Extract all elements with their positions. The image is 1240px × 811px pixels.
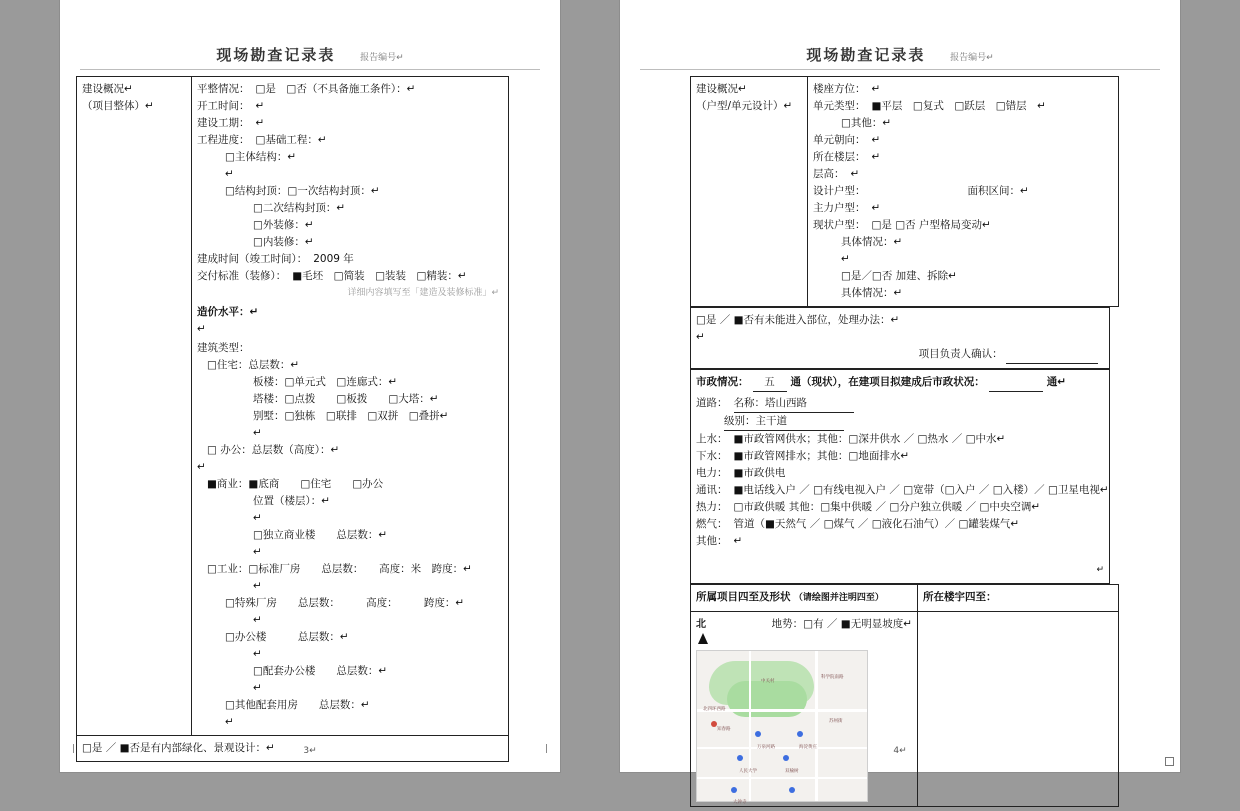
completion-value: 2009 年: [313, 253, 354, 265]
field-duration: [197, 115, 503, 132]
north-label: 北: [696, 619, 706, 630]
municipal-count-1: 五: [753, 374, 787, 392]
municipal-head-suffix: 通↵: [1046, 376, 1067, 388]
field-unit-type: [813, 98, 1113, 115]
left-col1-line2: （项目整体）↵: [82, 100, 154, 112]
map-label-9: 大钟寺: [733, 800, 747, 805]
table-row: [691, 585, 1119, 612]
industrial-other-blank: ↵: [225, 716, 234, 728]
map-label-1: 科学院南路: [821, 675, 844, 680]
page-right: [620, 0, 1180, 805]
field-start-date: [197, 98, 503, 115]
map-pin-poi-2: [755, 731, 761, 737]
road-label: 道路：: [696, 397, 728, 409]
progress-exterior: □外装修：↵: [253, 219, 314, 231]
map-label-0: 中关村: [761, 679, 775, 684]
duration-label: 建设工期：: [197, 117, 250, 129]
report-code-label: 报告编号↵: [360, 53, 404, 63]
map-road-vertical-2: [815, 651, 818, 801]
map-label-6: 海淀黄庄: [799, 745, 817, 750]
field-telecom: [696, 482, 1109, 499]
field-road: [696, 392, 1104, 413]
addition-demolition: □是／□否 加建、拆除↵: [841, 270, 957, 282]
field-heating: [696, 499, 1104, 516]
field-other-municipal: [696, 533, 1104, 550]
type-tower: 塔楼：□点拨 □板拨 □大塔：↵: [253, 393, 439, 405]
floor-height-value: ↵: [850, 168, 860, 180]
main-unit-value: ↵: [871, 202, 881, 214]
cost-level-value: ↵: [197, 323, 206, 335]
progress-cap-second: □二次结构封顶：↵: [253, 202, 346, 214]
manager-confirm-row: [696, 346, 1104, 364]
commercial-blank: ↵: [253, 512, 262, 524]
north-arrow-wrap: [696, 633, 912, 650]
field-flatten: [197, 81, 503, 98]
floor-value: ↵: [871, 151, 881, 163]
addition-demolition-detail: 具体情况：↵: [841, 287, 903, 299]
right-block1-table: [690, 76, 1119, 307]
access-blank: ↵: [696, 331, 705, 343]
type-office: □ 办公：总层数（高度）：↵: [207, 444, 340, 456]
doc-title-text: 现场勘查记录表: [216, 46, 336, 64]
telecom-label: 通讯：: [696, 484, 728, 496]
type-slab: 板楼：□单元式 □连廊式：↵: [253, 376, 398, 388]
left-col2-cell: [192, 77, 509, 736]
municipal-head-mid: 通（现状），在建项目拟建成后市政状况：: [790, 376, 985, 388]
right-col1-line2: （户型/单元设计）↵: [696, 100, 793, 112]
page-left: [60, 0, 560, 772]
start-date-label: 开工时间：: [197, 100, 250, 112]
industrial-special: □特殊厂房 总层数： 高度： 跨度：↵: [225, 597, 465, 609]
right-col1-line1: 建设概况↵: [696, 83, 747, 95]
page-corner-marker: [1165, 757, 1174, 766]
field-floor-height: [813, 166, 1113, 183]
unit-orientation-value: ↵: [871, 134, 881, 146]
field-orientation-pos: [813, 81, 1113, 98]
field-floor: [813, 149, 1113, 166]
municipal-trailing-mark: ↵: [1096, 565, 1104, 575]
industrial-support-blank: ↵: [253, 682, 262, 694]
left-margin-tick: |: [72, 744, 76, 754]
page-left-title: [60, 0, 560, 65]
title-divider-right: [640, 69, 1160, 70]
field-main-unit: [813, 200, 1113, 217]
heating-value: □市政供暖 其他：□集中供暖 ／ □分户独立供暖 ／ □中央空调↵: [733, 501, 1041, 513]
progress-foundation: □基础工程：↵: [255, 134, 327, 146]
design-unit-label: 设计户型：: [813, 185, 866, 197]
boundary-right-header: [918, 585, 1119, 612]
table-row: [691, 612, 1119, 807]
field-water-supply: [696, 431, 1104, 448]
floor-label: 所在楼层：: [813, 151, 866, 163]
building-type-label: 建筑类型：: [197, 342, 250, 354]
heating-label: 热力：: [696, 501, 728, 513]
table-row: [691, 370, 1110, 584]
left-form-table: [76, 76, 509, 762]
start-date-value: ↵: [255, 100, 265, 112]
type-villa-blank: ↵: [253, 427, 262, 439]
boundary-left-header: [691, 585, 918, 612]
water-supply-value: ■市政管网供水；其他：□深井供水 ／ □热水 ／ □中水↵: [733, 433, 1006, 445]
drainage-value: ■市政管网排水；其他：□地面排水↵: [733, 450, 910, 462]
progress-cap: □结构封顶：□一次结构封顶：↵: [225, 185, 380, 197]
right-page-number: 4↵: [893, 746, 907, 756]
field-current-unit: [813, 217, 1113, 234]
drainage-label: 下水：: [696, 450, 728, 462]
field-gas: [696, 516, 1104, 533]
map-road-horizontal-3: [697, 777, 867, 779]
water-supply-label: 上水：: [696, 433, 728, 445]
field-building-type: [197, 338, 503, 357]
type-villa: 别墅：□独栋 □联排 □双拼 □叠拼↵: [253, 410, 449, 422]
industrial-office: □办公楼 总层数：↵: [225, 631, 349, 643]
table-row: [77, 77, 509, 736]
right-block2-table: [690, 307, 1110, 369]
map-label-4: 知春路: [717, 727, 731, 732]
table-row: [691, 308, 1110, 369]
map-header-row: [696, 616, 912, 633]
building-boundary-cell: [918, 612, 1119, 807]
road-name-value: 名称：塔山西路: [734, 395, 854, 413]
industrial-special-blank: ↵: [253, 614, 262, 626]
field-power: [696, 465, 1104, 482]
map-label-8: 双榆树: [785, 769, 799, 774]
page-right-title: [620, 0, 1180, 65]
other-municipal-label: 其他：: [696, 535, 728, 547]
map-label-5: 万泉河路: [757, 745, 775, 750]
manager-confirm-label: 项目负责人确认：: [918, 348, 1003, 360]
access-cell: [691, 308, 1110, 369]
left-col1-line1: 建设概况↵: [82, 83, 133, 95]
green-design-line: □是 ／ ■否是有内部绿化、景观设计：↵: [82, 742, 275, 754]
delivery-label: 交付标准（装修）：: [197, 270, 287, 282]
current-unit-detail-blank: ↵: [841, 253, 850, 265]
field-unit-orientation: [813, 132, 1113, 149]
north-arrow-icon: [698, 633, 708, 644]
type-industrial: □工业：□标准厂房 总层数： 高度：米 跨度：↵: [207, 563, 472, 575]
field-design-unit: [813, 183, 1113, 200]
other-municipal-value: ↵: [733, 535, 743, 547]
building-boundary-title: 所在楼宇四至：: [923, 591, 997, 603]
progress-main-structure: □主体结构：↵: [225, 151, 297, 163]
commercial-standalone: □独立商业楼 总层数：↵: [253, 529, 388, 541]
site-map-image: [696, 650, 868, 805]
progress-interior: □内装修：↵: [253, 236, 314, 248]
area-range-label: 面积区间：↵: [967, 185, 1029, 197]
main-unit-label: 主力户型：: [813, 202, 866, 214]
road-class-row: [696, 413, 1104, 431]
title-divider: [80, 69, 540, 70]
type-residential: □住宅：总层数：↵: [207, 359, 300, 371]
building-position-label: 楼座方位：: [813, 83, 866, 95]
field-delivery-standard: [197, 268, 503, 285]
commercial-position: 位置（楼层）：↵: [253, 495, 331, 507]
duration-value: ↵: [255, 117, 265, 129]
gas-label: 燃气：: [696, 518, 728, 530]
industrial-blank: ↵: [253, 580, 262, 592]
doc-title-text-right: 现场勘查记录表: [806, 46, 926, 64]
left-page-number: 3↵: [303, 746, 317, 756]
field-completion: [197, 251, 503, 268]
unit-type-value: ■平层 □复式 □跃层 □错层 ↵: [871, 100, 1046, 112]
map-cell: [691, 612, 918, 807]
current-unit-value: □是 □否 户型格局变动↵: [871, 219, 991, 231]
municipal-head-label: 市政情况：: [696, 376, 749, 388]
progress-label: 工程进度：: [197, 134, 250, 146]
unit-orientation-label: 单元朝向：: [813, 134, 866, 146]
type-office-blank: ↵: [197, 461, 206, 473]
road-class-value: 级别：主干道: [724, 413, 844, 431]
left-col1-cell: [77, 77, 192, 736]
field-progress: [197, 132, 503, 149]
right-margin-tick: |: [544, 744, 548, 754]
industrial-office-blank: ↵: [253, 648, 262, 660]
unit-type-label: 单元类型：: [813, 100, 866, 112]
map-pin-poi-3: [797, 731, 803, 737]
map-label-7: 人民大学: [739, 769, 757, 774]
power-value: ■市政供电: [733, 467, 786, 479]
commercial-standalone-blank: ↵: [253, 546, 262, 558]
flatten-label: 平整情况：: [197, 83, 250, 95]
completion-label: 建成时间（竣工时间）：: [197, 253, 308, 265]
floor-height-label: 层高：: [813, 168, 845, 180]
type-commercial: ■商业：■底商 □住宅 □办公: [207, 478, 384, 490]
boundary-title-note: （请绘图并注明四至）: [793, 593, 884, 603]
power-label: 电力：: [696, 467, 728, 479]
map-label-3: 苏州街: [829, 719, 843, 724]
current-unit-detail: 具体情况：↵: [841, 236, 903, 248]
unit-type-other: □其他：↵: [841, 117, 892, 129]
current-unit-label: 现状户型：: [813, 219, 866, 231]
municipal-cell: [691, 370, 1110, 584]
delivery-note: 详细内容填写至「建造及装修标准」↵: [347, 288, 499, 298]
municipal-head: [696, 374, 1104, 392]
manager-confirm-underline: [1006, 346, 1098, 364]
flatten-value: □是 □否（不具备施工条件）：↵: [255, 83, 416, 95]
building-position-value: ↵: [871, 83, 881, 95]
gas-value: 管道（■天然气 ／ □煤气 ／ □液化石油气）／ □罐装煤气↵: [733, 518, 1020, 530]
right-block4-table: [690, 584, 1119, 807]
right-col2-cell: [808, 77, 1119, 307]
industrial-other-support: □其他配套用房 总层数：↵: [225, 699, 370, 711]
table-row: [691, 77, 1119, 307]
field-drainage: [696, 448, 1104, 465]
right-col1-cell: [691, 77, 808, 307]
access-line: □是 ／ ■否有未能进入部位，处理办法：↵: [696, 314, 900, 326]
map-pin-poi-6: [731, 787, 737, 793]
progress-blank-1: ↵: [225, 168, 234, 180]
map-label-2: 北四环西路: [703, 707, 726, 712]
boundary-title: 所属项目四至及形状: [696, 591, 791, 603]
map-pin-poi-7: [789, 787, 795, 793]
telecom-value: ■电话线入户 ／ □有线电视入户 ／ □宽带（□入户 ／ □入楼）／ □卫星电视↵: [733, 484, 1109, 496]
terrain-label: 地势：□有 ／ ■无明显坡度↵: [771, 618, 912, 630]
delivery-value: ■毛坯 □简装 □装装 □精装：↵: [292, 270, 467, 282]
industrial-support-office: □配套办公楼 总层数：↵: [253, 665, 388, 677]
municipal-trailing-space: [696, 550, 1104, 562]
cost-level-label: 造价水平：↵: [197, 306, 259, 318]
report-code-label-right: 报告编号↵: [950, 53, 994, 63]
right-block3-table: [690, 369, 1110, 584]
municipal-count-2: [989, 374, 1043, 392]
